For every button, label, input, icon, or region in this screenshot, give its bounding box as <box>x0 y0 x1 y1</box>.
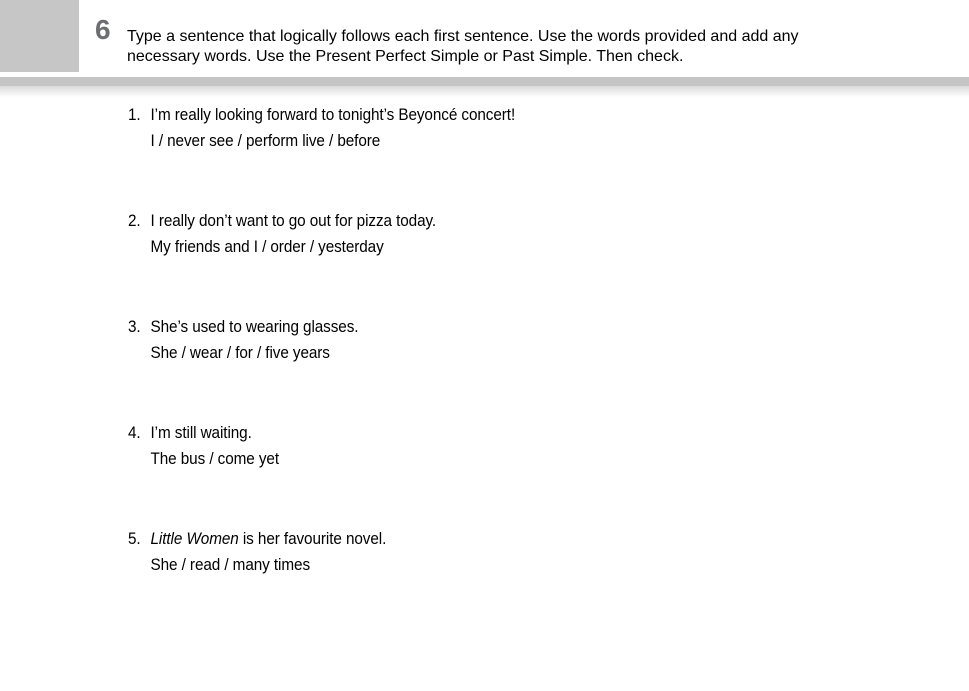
item-number: 4. <box>128 423 141 442</box>
exercise-item <box>128 208 515 260</box>
exercise-items <box>128 102 558 632</box>
sentence-text: She’s used to wearing glasses. <box>150 317 359 336</box>
first-sentence <box>151 102 516 128</box>
item-number: 1. <box>128 105 141 124</box>
exercise-item <box>128 102 515 154</box>
header-divider-shadow <box>0 86 969 97</box>
item-number: 3. <box>128 317 141 336</box>
exercise-number: 6 <box>95 14 111 45</box>
word-prompt: She / read / many times <box>150 555 311 574</box>
item-lines <box>151 526 387 578</box>
sentence-text: is her favourite novel. <box>238 529 387 548</box>
exercise-instructions <box>127 27 799 67</box>
item-number: 5. <box>128 529 141 548</box>
item-number: 2. <box>128 211 141 230</box>
first-sentence <box>151 208 437 234</box>
exercise-item <box>128 526 515 578</box>
book-title-italic: Little Women <box>150 529 239 548</box>
corner-box <box>0 0 79 72</box>
item-lines <box>151 102 516 154</box>
word-prompt: She / wear / for / five years <box>150 343 330 362</box>
exercise-item <box>128 314 515 366</box>
item-lines <box>151 314 359 366</box>
word-prompt: The bus / come yet <box>150 449 280 468</box>
first-sentence <box>151 526 387 552</box>
exercise-item <box>128 420 515 472</box>
instruction-line: Type a sentence that logically follows each first sentence. Use the words provided and add any <box>127 28 799 45</box>
sentence-text: I’m still waiting. <box>150 423 252 442</box>
instruction-line: necessary words. Use the Present Perfect Simple or Past Simple. Then check. <box>127 48 684 65</box>
first-sentence <box>151 314 359 340</box>
word-prompt: I / never see / perform live / before <box>150 131 381 150</box>
header-divider <box>0 77 969 86</box>
item-lines <box>151 420 280 472</box>
item-lines <box>151 208 437 260</box>
sentence-text: I really don’t want to go out for pizza today. <box>150 211 437 230</box>
first-sentence <box>151 420 280 446</box>
sentence-text: I’m really looking forward to tonight’s Beyoncé concert! <box>150 105 516 124</box>
word-prompt: My friends and I / order / yesterday <box>150 237 384 256</box>
